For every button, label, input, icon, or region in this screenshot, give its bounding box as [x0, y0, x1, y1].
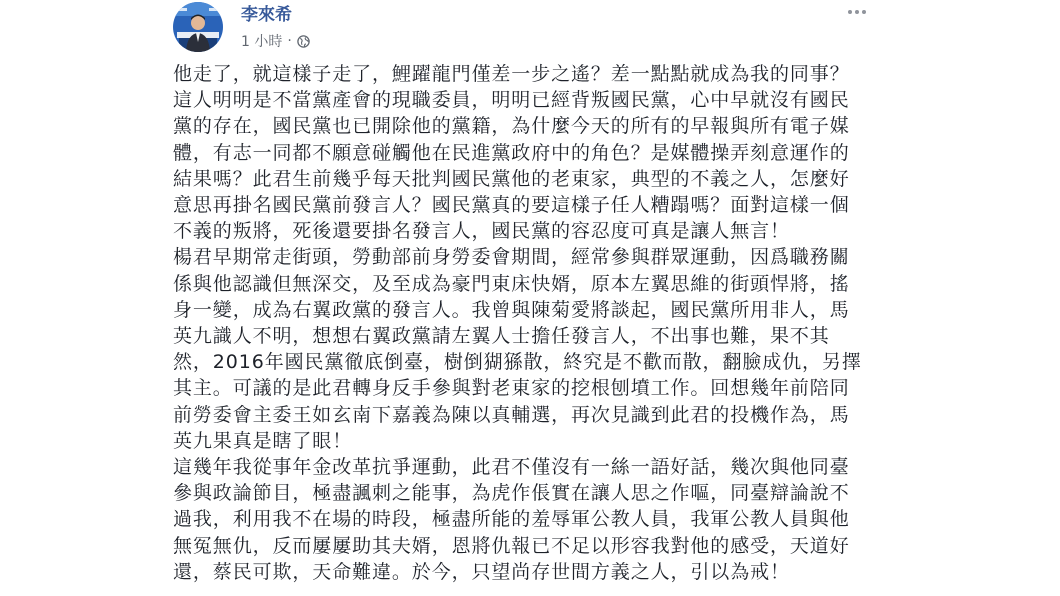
avatar[interactable] — [173, 2, 223, 52]
meta-separator: · — [287, 33, 292, 49]
post-paragraph: 這幾年我從事年金改革抗爭運動，此君不僅沒有一絲一語好話，幾次與他同臺參與政論節目，極盡諷刺之能事，為虎作倀實在讓人思之作嘔，同臺辯論說不過我，利用我不在場的時段，極盡所能的羞辱軍公教人員，我軍公教人員與他無冤無仇，反而屢屢助其夫婿，恩將仇報已不足以形容我對他的感受，天道好還，蔡民可欺，天命難違。於今，只望尚存世間方義之人，引以為戒！ — [173, 456, 850, 583]
post-meta — [241, 32, 310, 50]
post-paragraph: 他走了，就這樣子走了，鯉躍龍門僅差一步之遙？差一點點就成為我的同事？這人明明是不當黨產會的現職委員，明明已經背叛國民黨，心中早就沒有國民黨的存在，國民黨也已開除他的黨籍，為什麼今天的所有的早報與所有電子媒體，有志一同都不願意碰觸他在民進黨政府中的角色？是媒體操弄刻意運作的結果嗎？此君生前幾乎每天批判國民黨他的老東家，典型的不義之人，怎麼好意思再掛名國民黨前發言人？國民黨真的要這樣子任人糟蹋嗎？面對這樣一個不義的叛將，死後還要掛名發言人，國民黨的容忍度可真是讓人無言！ — [173, 63, 850, 243]
more-options-icon[interactable] — [846, 6, 868, 18]
post-body — [173, 61, 863, 585]
globe-icon[interactable] — [297, 35, 310, 48]
post-timestamp[interactable]: 1 小時 — [241, 34, 283, 50]
author-name[interactable]: 李來希 — [241, 5, 292, 25]
post-paragraph: 楊君早期常走街頭，勞動部前身勞委會期間，經常參與群眾運動，因爲職務關係與他認識但無深交，及至成為豪門東床快婿，原本左翼思維的街頭悍將，搖身一變，成為右翼政黨的發言人。我曾與陳菊愛將談起，國民黨所用非人，馬英九識人不明，想想右翼政黨請左翼人士擔任發言人，不出事也難，果不其然，2016年國民黨徹底倒臺，樹倒猢猻散，終究是不歡而散，翻臉成仇，另擇其主。可議的是此君轉身反手參與對老東家的挖根刨墳工作。回想幾年前陪同前勞委會主委王如玄南下嘉義為陳以真輔選，再次見識到此君的投機作為，馬英九果真是瞎了眼！ — [173, 246, 862, 452]
avatar-photo — [173, 2, 223, 52]
